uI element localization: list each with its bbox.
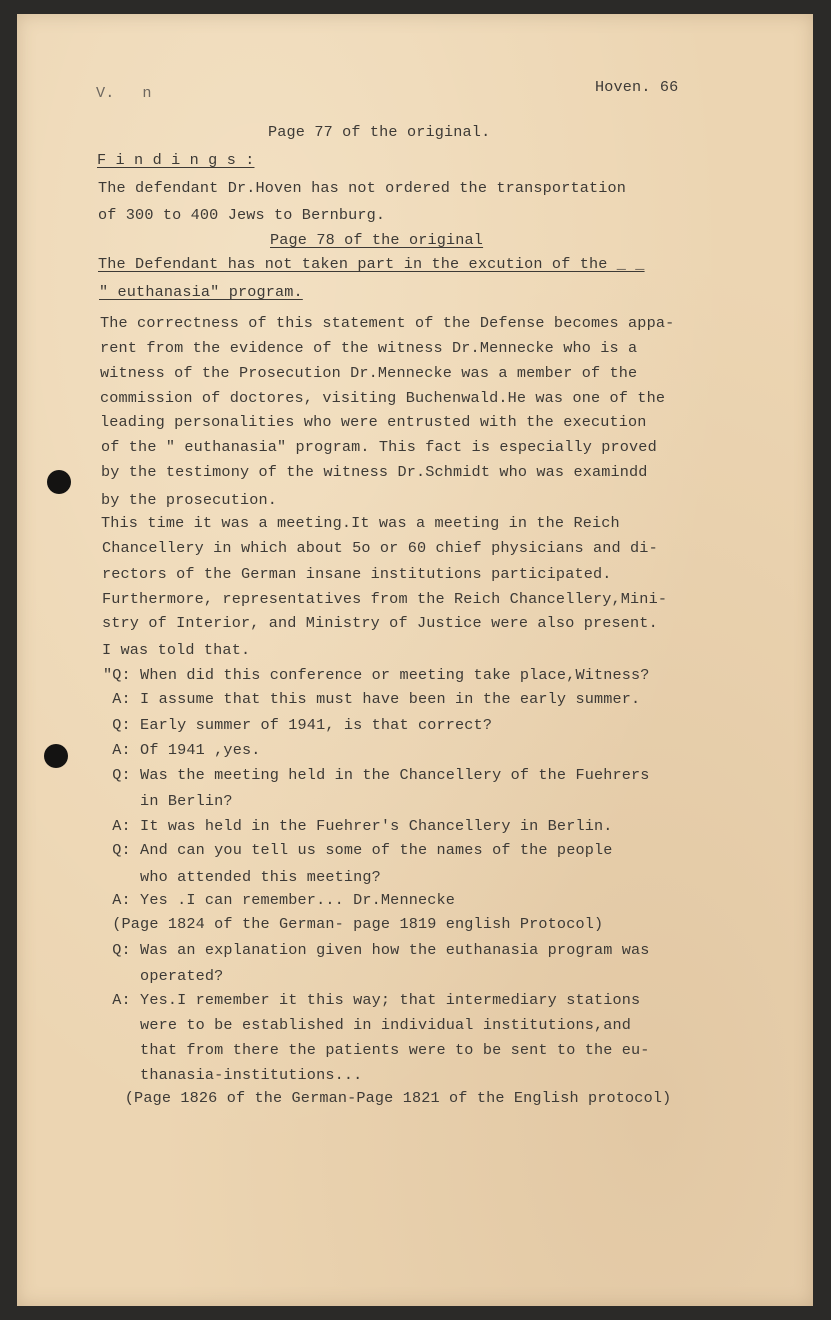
statement-line-1: The Defendant has not taken part in the excution of the _ _ — [98, 255, 645, 273]
testimony-line-12: Q: Was an explanation given how the euthanasia program was — [103, 941, 650, 959]
testimony-line-1: "Q: When did this conference or meeting take place,Witness? — [103, 666, 650, 684]
header-page-number: Hoven. 66 — [595, 78, 679, 96]
testimony-line-15: were to be established in individual institutions,and — [103, 1016, 632, 1034]
testimony-line-10: A: Yes .I can remember... Dr.Mennecke — [103, 891, 456, 909]
testimony-line-5: Q: Was the meeting held in the Chancellery of the Fuehrers — [103, 766, 650, 784]
paragraph-1-line-5: leading personalities who were entrusted with the execution — [100, 413, 647, 431]
paragraph-2-line-6: I was told that. — [102, 641, 251, 659]
testimony-line-7: A: It was held in the Fuehrer's Chancellery in Berlin. — [103, 817, 613, 835]
paragraph-2-line-4: Furthermore, representatives from the Reich Chancellery,Mini- — [102, 590, 668, 608]
testimony-line-9: who attended this meeting? — [103, 868, 381, 886]
punch-hole-bottom — [44, 744, 68, 768]
page-reference-78: Page 78 of the original — [270, 231, 484, 249]
testimony-line-4: A: Of 1941 ,yes. — [103, 741, 261, 759]
paragraph-1-line-7: by the testimony of the witness Dr.Schmidt who was examindd — [101, 463, 648, 481]
testimony-line-18: (Page 1826 of the German-Page 1821 of the English protocol) — [97, 1089, 672, 1107]
testimony-line-3: Q: Early summer of 1941, is that correct? — [103, 716, 493, 734]
testimony-line-6: in Berlin? — [103, 792, 233, 810]
paragraph-2-line-2: Chancellery in which about 5o or 60 chief physicians and di- — [102, 539, 658, 557]
paragraph-2-line-3: rectors of the German insane institutions participated. — [102, 565, 612, 583]
paragraph-1-line-8: by the prosecution. — [101, 491, 278, 509]
testimony-line-2: A: I assume that this must have been in the early summer. — [103, 690, 641, 708]
paragraph-1-line-4: commission of doctores, visiting Buchenwald.He was one of the — [100, 389, 666, 407]
testimony-line-11: (Page 1824 of the German- page 1819 english Protocol) — [103, 915, 604, 933]
testimony-line-14: A: Yes.I remember it this way; that intermediary stations — [103, 991, 641, 1009]
paragraph-2-line-5: stry of Interior, and Ministry of Justice were also present. — [102, 614, 658, 632]
findings-heading: F i n d i n g s : — [97, 151, 255, 169]
testimony-line-8: Q: And can you tell us some of the names of the people — [103, 841, 613, 859]
punch-hole-top — [47, 470, 71, 494]
findings-line-2: of 300 to 400 Jews to Bernburg. — [98, 206, 386, 224]
testimony-line-17: thanasia-institutions... — [103, 1066, 363, 1084]
paragraph-1-line-1: The correctness of this statement of the Defense becomes appa- — [100, 314, 675, 332]
page-reference-77: Page 77 of the original. — [268, 123, 491, 141]
paragraph-1-line-2: rent from the evidence of the witness Dr.Mennecke who is a — [100, 339, 638, 357]
statement-line-2: " euthanasia" program. — [99, 283, 303, 301]
testimony-line-16: that from there the patients were to be sent to the eu- — [103, 1041, 650, 1059]
paragraph-1-line-3: witness of the Prosecution Dr.Mennecke was a member of the — [100, 364, 638, 382]
testimony-line-13: operated? — [103, 967, 224, 985]
header-left: V. n — [96, 84, 152, 102]
findings-line-1: The defendant Dr.Hoven has not ordered the transportation — [98, 179, 627, 197]
paragraph-2-line-1: This time it was a meeting.It was a meeting in the Reich — [101, 514, 620, 532]
paragraph-1-line-6: of the " euthanasia" program. This fact is especially proved — [101, 438, 657, 456]
